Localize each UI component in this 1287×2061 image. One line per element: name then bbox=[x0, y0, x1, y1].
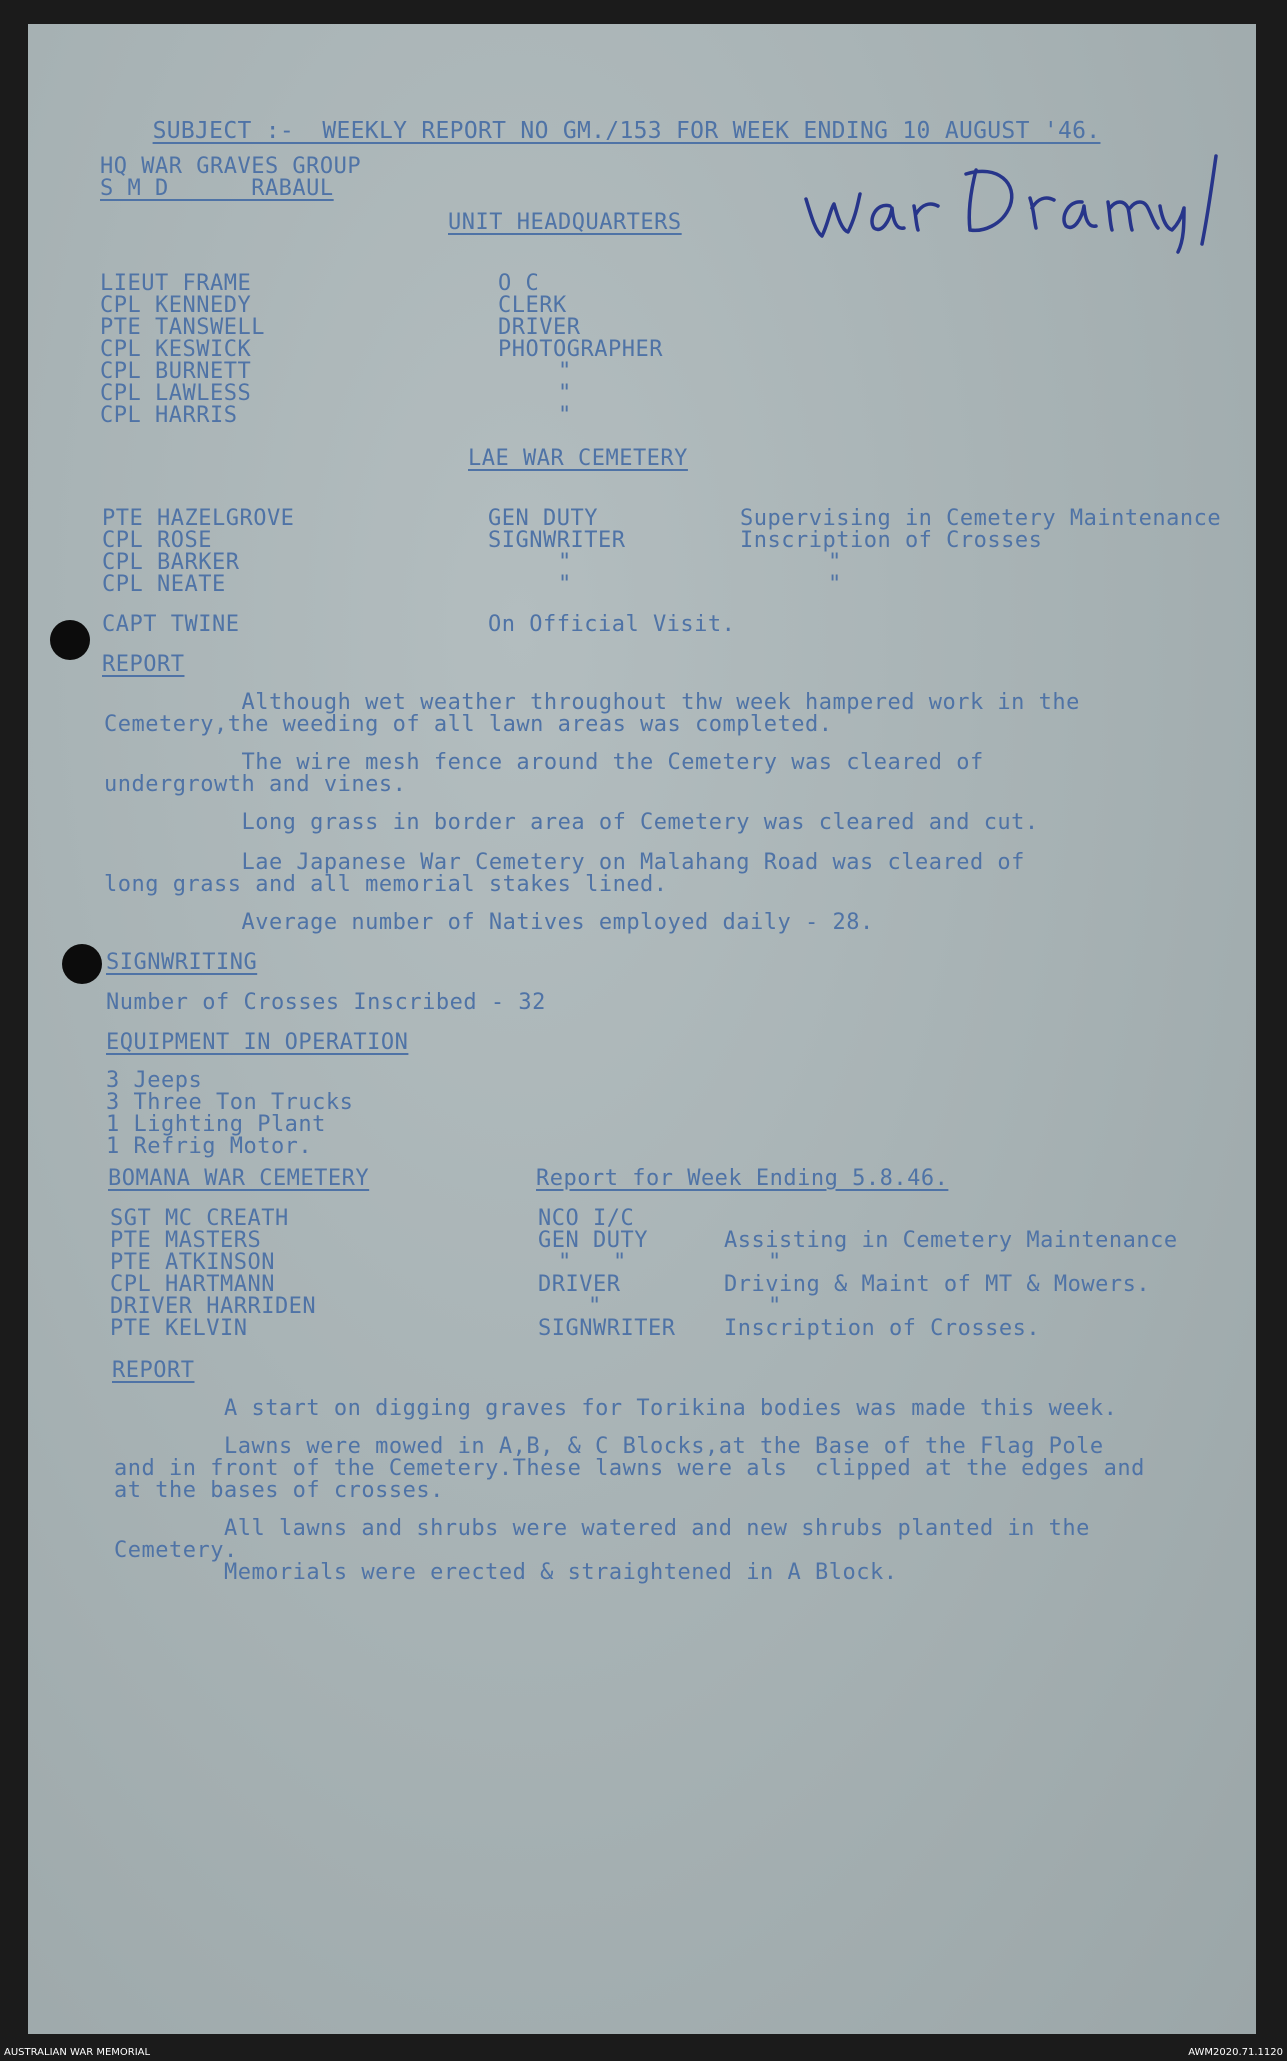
bomana-staff-name: PTE MASTERS bbox=[110, 1228, 262, 1253]
bomana-staff-name: DRIVER HARRIDEN bbox=[110, 1294, 317, 1319]
equipment-item: 1 Lighting Plant bbox=[106, 1112, 326, 1137]
bomana-staff-name: CPL HARTMANN bbox=[110, 1272, 275, 1297]
equipment-item: 1 Refrig Motor. bbox=[106, 1134, 313, 1159]
bomana-staff-task: Assisting in Cemetery Maintenance bbox=[724, 1228, 1178, 1253]
bomana-staff-task: " bbox=[768, 1250, 782, 1275]
hq-staff-name: LIEUT FRAME bbox=[100, 271, 252, 296]
lae-staff-name: PTE HAZELGROVE bbox=[102, 506, 295, 531]
bomana-staff-role: GEN DUTY bbox=[538, 1228, 648, 1253]
hq-staff-name: PTE TANSWELL bbox=[100, 315, 265, 340]
lae-staff-task: Inscription of Crosses bbox=[740, 528, 1043, 553]
equipment-heading: EQUIPMENT IN OPERATION bbox=[106, 1030, 409, 1055]
lae-staff-name: CPL NEATE bbox=[102, 572, 226, 597]
bomana-report-heading: REPORT bbox=[112, 1358, 195, 1383]
hq-staff-role: CLERK bbox=[498, 293, 567, 318]
lae-staff-task: " bbox=[828, 550, 842, 575]
lae-visitor-role: On Official Visit. bbox=[488, 612, 736, 637]
report-line: Average number of Natives employed daily - 28. bbox=[104, 910, 874, 935]
bomana-staff-name: PTE ATKINSON bbox=[110, 1250, 275, 1275]
report-line: undergrowth and vines. bbox=[104, 772, 407, 797]
archive-footer bbox=[0, 2046, 1287, 2061]
sender-line-2: S M D RABAUL bbox=[100, 176, 334, 201]
report-line: Cemetery. bbox=[114, 1538, 238, 1563]
subject-text: SUBJECT :- WEEKLY REPORT NO GM./153 FOR WEEK ENDING 10 AUGUST '46. bbox=[152, 118, 1101, 144]
punch-hole-bottom bbox=[62, 944, 102, 984]
report-line: Lawns were mowed in A,B, & C Blocks,at the Base of the Flag Pole bbox=[114, 1434, 1104, 1459]
unit-hq-heading: UNIT HEADQUARTERS bbox=[448, 210, 682, 235]
report-line: The wire mesh fence around the Cemetery was cleared of bbox=[104, 750, 984, 775]
bomana-staff-name: SGT MC CREATH bbox=[110, 1206, 289, 1231]
bomana-heading: BOMANA WAR CEMETERY bbox=[108, 1166, 370, 1191]
bomana-report-period: Report for Week Ending 5.8.46. bbox=[536, 1166, 949, 1191]
signwriting-heading: SIGNWRITING bbox=[106, 950, 258, 975]
bomana-staff-task: Driving & Maint of MT & Mowers. bbox=[724, 1272, 1151, 1297]
bomana-staff-task: " bbox=[768, 1294, 782, 1319]
hq-staff-role: PHOTOGRAPHER bbox=[498, 337, 663, 362]
lae-staff-role: " bbox=[558, 572, 572, 597]
hq-staff-role: DRIVER bbox=[498, 315, 581, 340]
hq-staff-name: CPL LAWLESS bbox=[100, 381, 252, 406]
hq-staff-role: " bbox=[558, 381, 572, 406]
bomana-staff-name: PTE KELVIN bbox=[110, 1316, 248, 1341]
lae-staff-role: " bbox=[558, 550, 572, 575]
lae-staff-name: CPL BARKER bbox=[102, 550, 240, 575]
bomana-staff-task: Inscription of Crosses. bbox=[724, 1316, 1041, 1341]
footer-institution: AUSTRALIAN WAR MEMORIAL bbox=[4, 2047, 151, 2058]
lae-staff-task: Supervising in Cemetery Maintenance bbox=[740, 506, 1222, 531]
punch-hole-top bbox=[50, 620, 90, 660]
report-line: Although wet weather throughout thw week hampered work in the bbox=[104, 690, 1080, 715]
bomana-staff-role: " " bbox=[558, 1250, 627, 1275]
report-line: Memorials were erected & straightened in A Block. bbox=[114, 1560, 898, 1585]
report-line: and in front of the Cemetery.These lawns were als clipped at the edges and bbox=[114, 1456, 1145, 1481]
report-line: A start on digging graves for Torikina bodies was made this week. bbox=[114, 1396, 1118, 1421]
hq-staff-role: " bbox=[558, 403, 572, 428]
footer-accession-number: AWM2020.71.1120 bbox=[1188, 2047, 1283, 2058]
report-line: long grass and all memorial stakes lined. bbox=[104, 872, 668, 897]
bomana-staff-role: NCO I/C bbox=[538, 1206, 635, 1231]
hq-staff-role: " bbox=[558, 359, 572, 384]
hq-staff-name: CPL KESWICK bbox=[100, 337, 252, 362]
report-line: All lawns and shrubs were watered and new shrubs planted in the bbox=[114, 1516, 1090, 1541]
lae-staff-task: " bbox=[828, 572, 842, 597]
lae-staff-name: CPL ROSE bbox=[102, 528, 212, 553]
hq-staff-name: CPL BURNETT bbox=[100, 359, 252, 384]
lae-staff-role: GEN DUTY bbox=[488, 506, 598, 531]
bomana-staff-role: DRIVER bbox=[538, 1272, 621, 1297]
report-line: at the bases of crosses. bbox=[114, 1478, 444, 1503]
hq-staff-name: CPL HARRIS bbox=[100, 403, 238, 428]
report-line: Lae Japanese War Cemetery on Malahang Road was cleared of bbox=[104, 850, 1025, 875]
lae-visitor-name: CAPT TWINE bbox=[102, 612, 240, 637]
equipment-item: 3 Jeeps bbox=[106, 1068, 203, 1093]
lae-heading: LAE WAR CEMETERY bbox=[468, 446, 688, 471]
handwritten-war-diary-signature bbox=[798, 144, 1238, 274]
lae-staff-role: SIGNWRITER bbox=[488, 528, 626, 553]
hq-staff-role: O C bbox=[498, 271, 540, 296]
bomana-staff-role: SIGNWRITER bbox=[538, 1316, 676, 1341]
hq-staff-name: CPL KENNEDY bbox=[100, 293, 252, 318]
report-line: Cemetery,the weeding of all lawn areas was completed. bbox=[104, 712, 833, 737]
report-line: Long grass in border area of Cemetery was cleared and cut. bbox=[104, 810, 1039, 835]
bomana-staff-role: " bbox=[588, 1294, 602, 1319]
sender-line-1: HQ WAR GRAVES GROUP bbox=[100, 154, 362, 179]
crosses-inscribed-line: Number of Crosses Inscribed - 32 bbox=[106, 990, 546, 1015]
equipment-item: 3 Three Ton Trucks bbox=[106, 1090, 354, 1115]
lae-report-heading: REPORT bbox=[102, 652, 185, 677]
document-page bbox=[28, 24, 1256, 2034]
